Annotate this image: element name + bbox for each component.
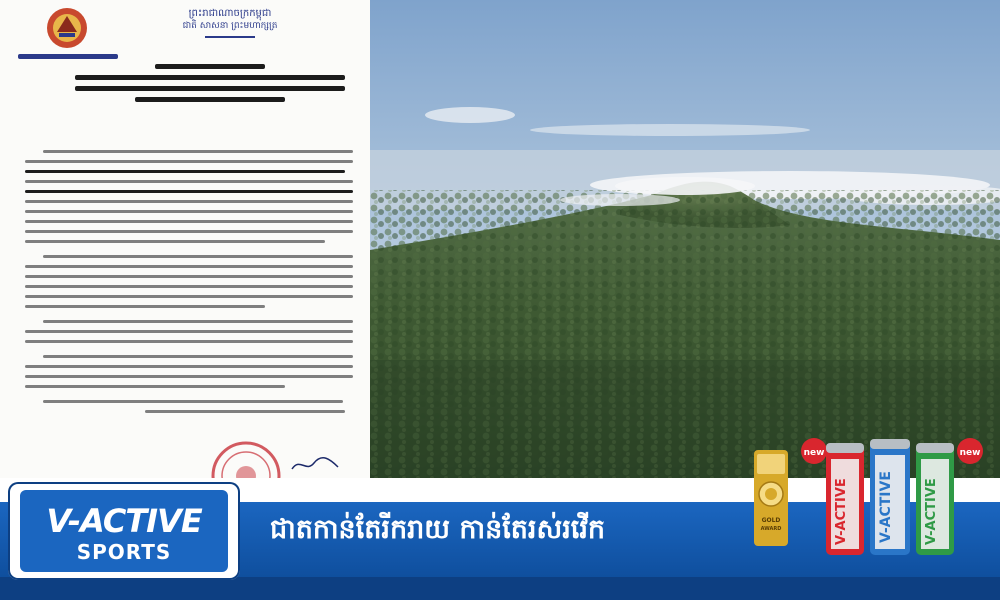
brand-name: V-ACTIVE — [46, 502, 202, 540]
brand-subtitle: SPORTS — [76, 540, 172, 564]
product-cans — [798, 433, 998, 563]
mountain-landscape — [370, 0, 1000, 490]
brand-logo — [8, 482, 240, 580]
svg-text:V-ACTIVE: V-ACTIVE — [924, 478, 939, 545]
document-body-text — [25, 150, 353, 420]
ad-band-strip — [0, 577, 1000, 600]
ad-slogan: ជាតកាន់តែរីករាយ កាន់តែរស់រវើក — [270, 514, 606, 545]
svg-text:V-ACTIVE: V-ACTIVE — [834, 478, 849, 545]
divider-ornament — [205, 35, 255, 39]
svg-text:new: new — [959, 448, 981, 458]
svg-text:V-ACTIVE: V-ACTIVE — [878, 471, 894, 543]
national-motto: ជាតិ សាសនា ព្រះមហាក្សត្រ — [182, 21, 278, 31]
advertisement-banner[interactable] — [0, 448, 1000, 600]
document-title-block — [60, 58, 360, 108]
gold-award-badge-icon — [752, 448, 790, 548]
press-release-document — [0, 0, 370, 490]
signature-mark — [290, 455, 340, 475]
svg-text:new: new — [803, 448, 825, 458]
svg-text:GOLD: GOLD — [761, 517, 781, 524]
forest-mountain-photo — [370, 0, 1000, 490]
ministry-emblem-icon — [45, 6, 89, 50]
svg-text:AWARD: AWARD — [760, 526, 782, 532]
kingdom-heading: ព្រះរាជាណាចក្រកម្ពុជា — [188, 8, 272, 19]
